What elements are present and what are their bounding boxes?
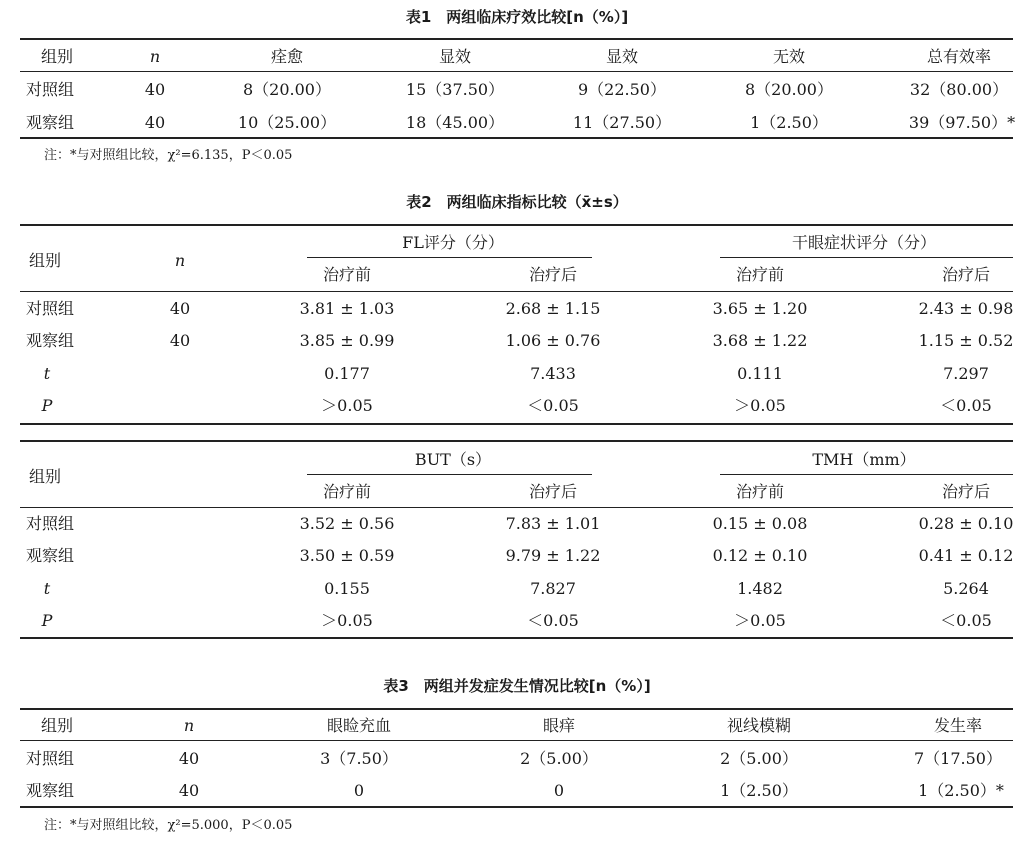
table1-row1-group: 对照组 — [25, 80, 75, 99]
table1-note: 注：*与对照组比较，χ²=6.135，P＜0.05 — [44, 148, 293, 163]
table2a-t-fl-before: 0.177 — [324, 364, 370, 383]
table2b-span-but: BUT（s） — [414, 450, 492, 469]
table2b-row2-group: 观察组 — [25, 546, 75, 565]
table2b-p-but-before: ＞0.05 — [321, 611, 373, 630]
table1-row2-n: 40 — [144, 113, 166, 132]
table3-header-group: 组别 — [40, 716, 74, 735]
table3-caption: 表3 两组并发症发生情况比较[n（%）] — [383, 677, 651, 695]
table3-row2-itch: 0 — [553, 781, 565, 800]
table2a-span-dryeye: 干眼症状评分（分） — [791, 233, 937, 252]
table2b-header-rule — [20, 507, 1013, 508]
table1-row1-n: 40 — [144, 80, 166, 99]
table1-header-cured: 痊愈 — [270, 47, 304, 66]
table2a-t-dry-after: 7.297 — [943, 364, 989, 383]
table2b-row2-tmh-before: 0.12 ± 0.10 — [712, 546, 808, 565]
table2a-t-label: t — [43, 364, 51, 383]
table2b-bottom-rule — [20, 637, 1013, 639]
table2b-row1-group: 对照组 — [25, 514, 75, 533]
table2b-sub-before-1: 治疗前 — [322, 482, 372, 501]
table1-header-total-rate: 总有效率 — [926, 47, 992, 66]
table2a-p-fl-before: ＞0.05 — [321, 396, 373, 415]
table2a-header-n: n — [174, 251, 186, 270]
table2b-span-rule-but — [307, 474, 592, 475]
table1-row2-effective: 11（27.50） — [572, 113, 672, 132]
table2a-row2-dry-before: 3.68 ± 1.22 — [712, 331, 808, 350]
table2a-sub-before-2: 治疗前 — [735, 265, 785, 284]
table2b-row1-tmh-after: 0.28 ± 0.10 — [918, 514, 1014, 533]
table1-row1-ineffective: 8（20.00） — [745, 80, 833, 99]
table1-header-rule — [20, 71, 1013, 72]
table1-row2-ineffective: 1（2.50） — [750, 113, 828, 132]
table2a-sub-before-1: 治疗前 — [322, 265, 372, 284]
table2a-row2-fl-before: 3.85 ± 0.99 — [299, 331, 395, 350]
table2a-row2-dry-after: 1.15 ± 0.52 — [918, 331, 1014, 350]
table2-caption: 表2 两组临床指标比较（x̄±s） — [406, 193, 628, 211]
table3-header-hyperemia: 眼睑充血 — [326, 716, 392, 735]
table1-row1-markedly: 15（37.50） — [405, 80, 505, 99]
table1-row2-total-rate: 39（97.50）* — [908, 113, 1016, 132]
table2b-p-tmh-after: ＜0.05 — [940, 611, 992, 630]
table2a-sub-after-1: 治疗后 — [528, 265, 578, 284]
table2a-p-dry-after: ＜0.05 — [940, 396, 992, 415]
table3-row1-itch: 2（5.00） — [520, 749, 598, 768]
table1-row2-group: 观察组 — [25, 113, 75, 132]
table2b-row1-tmh-before: 0.15 ± 0.08 — [712, 514, 808, 533]
table2b-sub-before-2: 治疗前 — [735, 482, 785, 501]
table2a-p-dry-before: ＞0.05 — [734, 396, 786, 415]
table2b-row2-but-before: 3.50 ± 0.59 — [299, 546, 395, 565]
table2b-row2-but-after: 9.79 ± 1.22 — [505, 546, 601, 565]
table2b-p-but-after: ＜0.05 — [527, 611, 579, 630]
table3-header-blur: 视线模糊 — [726, 716, 792, 735]
table2a-span-rule-dryeye — [720, 257, 1013, 258]
table2b-t-but-before: 0.155 — [324, 579, 370, 598]
table3-header-rate: 发生率 — [933, 716, 983, 735]
table1-row1-effective: 9（22.50） — [578, 80, 666, 99]
table1-bottom-rule — [20, 137, 1013, 139]
table1-row2-markedly: 18（45.00） — [405, 113, 505, 132]
table2a-row1-fl-before: 3.81 ± 1.03 — [299, 299, 395, 318]
table2a-row2-group: 观察组 — [25, 331, 75, 350]
table2b-span-rule-tmh — [720, 474, 1013, 475]
table2b-sub-after-2: 治疗后 — [941, 482, 991, 501]
table2a-bottom-rule — [20, 423, 1013, 425]
table3-row2-hyperemia: 0 — [353, 781, 365, 800]
table2b-row1-but-before: 3.52 ± 0.56 — [299, 514, 395, 533]
table3-row2-group: 观察组 — [25, 781, 75, 800]
table2b-t-tmh-before: 1.482 — [737, 579, 783, 598]
table3-note: 注：*与对照组比较，χ²=5.000，P＜0.05 — [44, 818, 293, 833]
table2b-header-group: 组别 — [28, 467, 62, 486]
table2a-row2-n: 40 — [169, 331, 191, 350]
table2b-p-label: P — [41, 611, 53, 630]
table1-header-group: 组别 — [40, 47, 74, 66]
table1-caption: 表1 两组临床疗效比较[n（%）] — [405, 8, 629, 26]
table2a-span-fl: FL评分（分） — [402, 233, 504, 252]
table2b-span-tmh: TMH（mm） — [812, 450, 916, 469]
table3-row1-group: 对照组 — [25, 749, 75, 768]
table2b-top-rule — [20, 440, 1013, 442]
table2a-row1-fl-after: 2.68 ± 1.15 — [505, 299, 601, 318]
table2a-t-dry-before: 0.111 — [737, 364, 783, 383]
table1-header-effective: 显效 — [605, 47, 639, 66]
table3-top-rule — [20, 708, 1013, 710]
table2b-row2-tmh-after: 0.41 ± 0.12 — [918, 546, 1014, 565]
table1-header-n: n — [149, 47, 161, 66]
table2a-t-fl-after: 7.433 — [530, 364, 576, 383]
table2a-row1-dry-before: 3.65 ± 1.20 — [712, 299, 808, 318]
table2a-p-fl-after: ＜0.05 — [527, 396, 579, 415]
table3-row2-blur: 1（2.50） — [720, 781, 798, 800]
table2a-row1-n: 40 — [169, 299, 191, 318]
table3-row1-hyperemia: 3（7.50） — [320, 749, 398, 768]
table1-row1-cured: 8（20.00） — [243, 80, 331, 99]
table3-row1-blur: 2（5.00） — [720, 749, 798, 768]
table3-bottom-rule — [20, 806, 1013, 808]
table2b-t-but-after: 7.827 — [530, 579, 576, 598]
table3-row1-rate: 7（17.50） — [914, 749, 1002, 768]
table3-row1-n: 40 — [178, 749, 200, 768]
table2b-p-tmh-before: ＞0.05 — [734, 611, 786, 630]
table2a-row1-group: 对照组 — [25, 299, 75, 318]
table3-row2-rate: 1（2.50）* — [918, 781, 1004, 800]
table2b-t-label: t — [43, 579, 51, 598]
table3-header-n: n — [183, 716, 195, 735]
table2a-row1-dry-after: 2.43 ± 0.98 — [918, 299, 1014, 318]
table2a-row2-fl-after: 1.06 ± 0.76 — [505, 331, 601, 350]
table1-top-rule — [20, 38, 1013, 40]
table1-header-markedly: 显效 — [438, 47, 472, 66]
table2b-sub-after-1: 治疗后 — [528, 482, 578, 501]
table2a-p-label: P — [41, 396, 53, 415]
table2a-header-group: 组别 — [28, 251, 62, 270]
table3-row2-n: 40 — [178, 781, 200, 800]
table1-row1-total-rate: 32（80.00） — [909, 80, 1009, 99]
table2a-span-rule-fl — [307, 257, 592, 258]
table2a-header-rule — [20, 291, 1013, 292]
table1-header-ineffective: 无效 — [772, 47, 806, 66]
table2b-row1-but-after: 7.83 ± 1.01 — [505, 514, 601, 533]
table2a-top-rule — [20, 224, 1013, 226]
table2b-t-tmh-after: 5.264 — [943, 579, 989, 598]
table2a-sub-after-2: 治疗后 — [941, 265, 991, 284]
table3-header-itch: 眼痒 — [542, 716, 576, 735]
table1-row2-cured: 10（25.00） — [237, 113, 337, 132]
table3-header-rule — [20, 740, 1013, 741]
